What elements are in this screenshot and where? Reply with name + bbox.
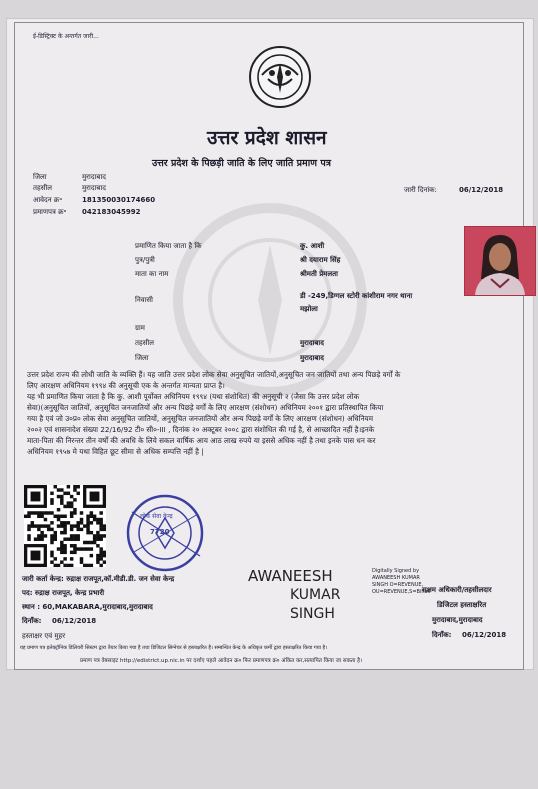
district-value: मुरादाबाद bbox=[82, 173, 106, 181]
certificate-title: उत्तर प्रदेश शासन bbox=[207, 127, 327, 149]
certificate-body bbox=[27, 369, 523, 457]
tehsil-label: तहसील bbox=[33, 184, 52, 192]
mother-value: श्रीमती प्रेमलता bbox=[300, 270, 338, 278]
issuer-date-label: दिनाँक: bbox=[22, 617, 42, 625]
details-district-label: जिला bbox=[135, 354, 149, 362]
top-note: ई-डिस्ट्रिक्ट के अन्तर्गत जारी... bbox=[33, 33, 99, 40]
tehsil-value: मुरादाबाद bbox=[82, 184, 106, 192]
digital-signature-line3: SINGH O=REVENUE, bbox=[372, 582, 424, 588]
resident-label: निवासी bbox=[135, 296, 153, 304]
authority-digital-sign: डिजिटल हस्ताक्षरित bbox=[437, 601, 487, 609]
certify-value: कु. आशी bbox=[300, 242, 325, 250]
body-line: उत्तर प्रदेश राज्य की लोधी जाति के व्यक्ति हैं। यह जाति उत्तर प्रदेश लोक सेवा अनुसूचित जातियों,अनुसूचित जन जातियों तथा अन्य पिछड़े वर्गों के bbox=[27, 370, 401, 379]
issuer-post: पद: रुद्राक्ष राजपूत, केन्द्र प्रभारी bbox=[22, 589, 105, 597]
signer-name-line1: AWANEESH bbox=[248, 567, 333, 585]
resident-value-line2: मझोला bbox=[300, 305, 318, 313]
body-line: यह भी प्रमाणित किया जाता है कि कु. आशी पूर्वोक्त अधिनियम १९९४ (यथा संशोधित) की अनुसूची २ (जैसा कि उत्तर प्रदेश लोक bbox=[27, 392, 360, 401]
details-district-value: मुरादाबाद bbox=[300, 354, 324, 362]
issuer-place: स्थान : 60,MAKABARA,मुरादाबाद,मुरादाबाद bbox=[22, 603, 153, 611]
village-label: ग्राम bbox=[135, 324, 145, 332]
portrait-image bbox=[465, 227, 535, 295]
application-number-label: आवेदन क्र॰ bbox=[33, 196, 63, 204]
authority-date-value: 06/12/2018 bbox=[462, 631, 507, 639]
stamp-code: 7720 bbox=[150, 528, 170, 536]
certificate-number-label: प्रमाणपत्र क्र॰ bbox=[33, 208, 67, 216]
body-line: सेवा)(अनुसूचित जातियों, अनुसूचित जनजातियों और अन्य पिछड़े वर्गों के लिए आरक्षण (संशोधन) अधिनियम २००१ द्वारा प्रतिस्थापित किया bbox=[27, 403, 384, 412]
certify-label: प्रमाणित किया जाता है कि bbox=[135, 242, 202, 250]
relation-label: पुत्र/पुत्री bbox=[135, 256, 155, 264]
body-line: लिए आरक्षण अधिनियम १९९४ की अनुसूची एक के अन्तर्गत मान्यता प्राप्त है। bbox=[27, 381, 225, 390]
certificate-subtitle: उत्तर प्रदेश के पिछड़ी जाति के लिए जाति प्रमाण पत्र bbox=[152, 158, 331, 169]
sign-and-seal: हस्ताक्षर एवं मुहर bbox=[22, 632, 66, 640]
issued-by: जारी कर्ता केन्द्र: रुद्राक्ष राजपूत,कॉ.मीडी.डी. जन सेवा केन्द्र bbox=[22, 575, 175, 583]
issue-date-label: जारी दिनांक: bbox=[404, 186, 437, 194]
stamp-text: लोक सेवा केन्द्र bbox=[140, 513, 173, 520]
body-line: गया है एवं जो उ०प्र० लोक सेवा अनुसूचित जातियों, अनुसूचित जनजातियों और अन्य पिछड़े वर्गों के लिए आरक्षण (संशोधन) अधिनियम bbox=[27, 414, 374, 423]
authority-date-label: दिनाँक: bbox=[432, 631, 452, 639]
mother-label: माता का नाम bbox=[135, 270, 169, 278]
relation-value: श्री दयाराम सिंह bbox=[300, 256, 341, 264]
digital-signature-line4: OU=REVENUE,S=Bihar bbox=[372, 589, 430, 595]
body-line: माता-पिता की निरन्तर तीन वर्षों की अवधि के लिये सकल वार्षिक आय आठ लाख रुपये या इससे अधिक नहीं है तथा इनके पास धन कर bbox=[27, 436, 376, 445]
qr-code bbox=[24, 485, 106, 567]
footer-line2: प्रमाण पत्र वेबसाइट http://edistrict.up.nic.in पर दर्शाए पहले आवेदन क्र० फिर प्रमाणपत्र क्र० अंकित कर,सत्यापित किया जा सकता है। bbox=[80, 658, 363, 664]
authority-place: मुरादाबाद,मुरादाबाद bbox=[432, 616, 483, 624]
qr-code-icon bbox=[24, 485, 106, 567]
certificate-number-value: 042183045992 bbox=[82, 208, 141, 216]
signer-name-line2: KUMAR bbox=[290, 587, 341, 603]
signer-name-line3: SINGH bbox=[290, 606, 335, 622]
footer-line1: यह प्रमाण पत्र इलेक्ट्रॉनिक डिलिवरी सिस्टम द्वारा तैयार किया गया है तथा डिजिटल सिग्नेचर से हस्ताक्षरित है। सम्बन्धित केन्द्र के अधिकृत कर्मी द्वारा हस्ताक्षरित किया गया है। bbox=[20, 645, 328, 651]
application-number-value: 181350030174660 bbox=[82, 196, 156, 204]
body-line: २००२ एवं शासनादेश संख्या 22/16/92 टी० सी०-III , दिनांक २० अक्टूबर २००८ द्वारा संशोधित की गई है, से आच्छादित नहीं है।इनके bbox=[27, 425, 375, 434]
applicant-photo bbox=[464, 226, 536, 296]
up-emblem-icon bbox=[248, 45, 312, 109]
details-tehsil-value: मुरादाबाद bbox=[300, 339, 324, 347]
resident-value-line1: डी -249,डिग्गल स्टोरी कांशीराम नगर थाना bbox=[300, 292, 413, 300]
digital-signature-line2: AWANEESH KUMAR bbox=[372, 575, 420, 581]
issuer-date-value: 06/12/2018 bbox=[52, 617, 97, 625]
details-tehsil-label: तहसील bbox=[135, 339, 154, 347]
authority-title: सक्षम अधिकारी/तहसीलदार bbox=[422, 586, 492, 594]
issue-date-value: 06/12/2018 bbox=[459, 186, 504, 194]
body-line: अधिनियम १९५७ मे यथा विहित छूट सीमा से अधिक सम्पत्ति नहीं है | bbox=[27, 447, 204, 456]
digital-signature-line1: Digitally Signed by bbox=[372, 568, 420, 574]
district-label: जिला bbox=[33, 173, 47, 181]
